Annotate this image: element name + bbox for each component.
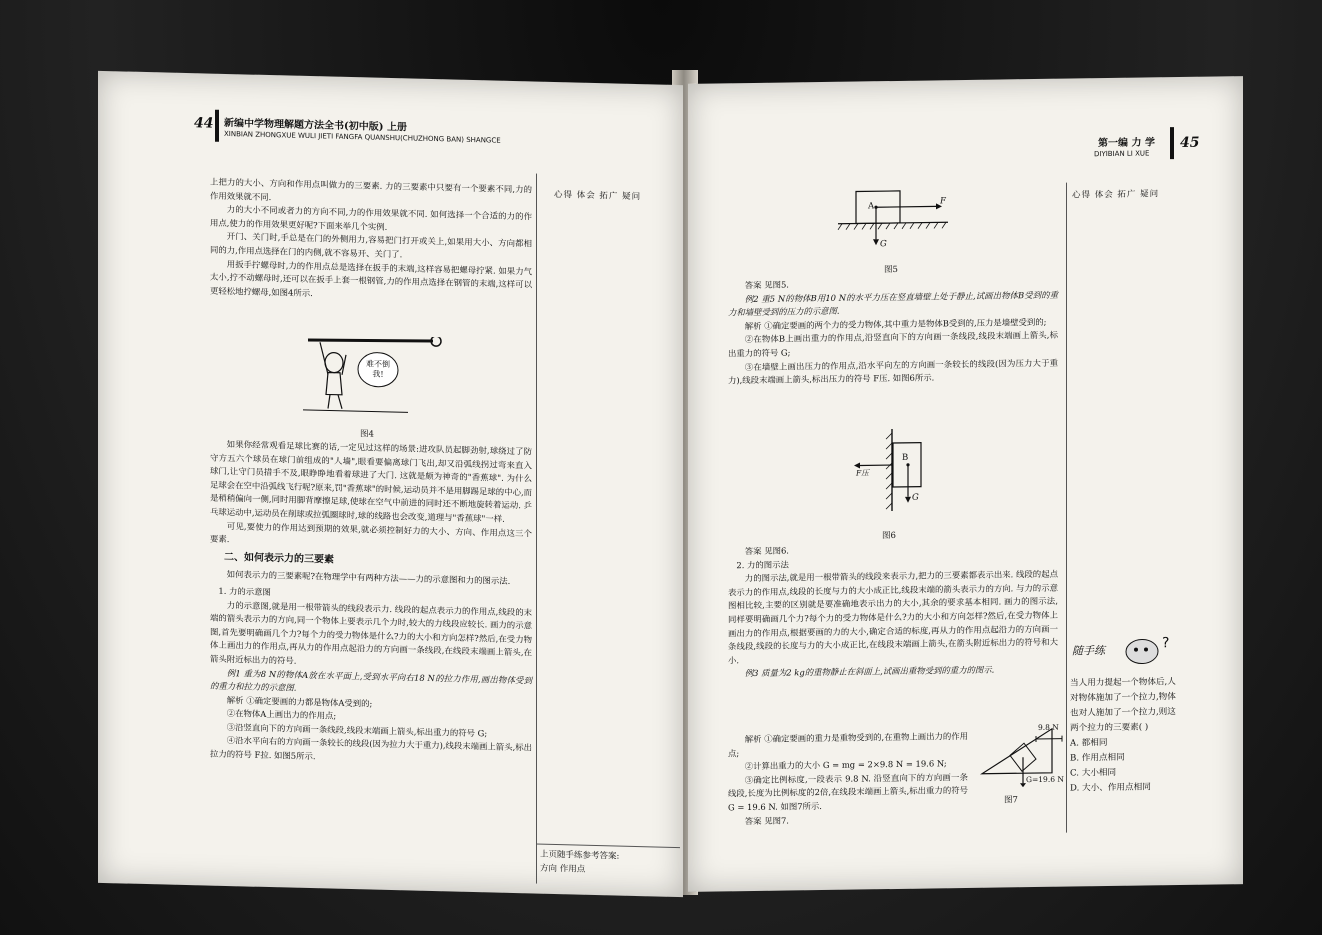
right-page <box>688 76 1243 892</box>
section-heading: 二、如何表示力的三要素 <box>224 551 334 566</box>
margin-label: 心得 体会 拓广 疑问 <box>1072 189 1160 201</box>
figure-5-label-a: A <box>868 201 875 212</box>
left-page <box>98 71 683 897</box>
analysis-line: 解析 ①确定要画的力都是物体A受到的; <box>226 694 373 709</box>
sub-heading: 2. 力的图示法 <box>736 559 789 570</box>
margin-divider <box>536 174 537 884</box>
answer-box-content: 方向 作用点 <box>540 863 586 875</box>
practice-option-c: C. 大小相同 <box>1070 767 1117 779</box>
body-text-1 <box>210 176 532 306</box>
example-2: 例2 重5 N的物体B用10 N的水平力压在竖直墙壁上处于静止,试画出物体B受到的重力和墙壁受到的压力的示意图. <box>728 289 1058 318</box>
answer-line: 答案 见图5. <box>744 279 789 291</box>
paragraph: 开门、关门时,手总是在门的外侧用力,容易把门打开或关上,如果用大小、方向都相同的力,作用点选择在门的内侧,就不容易开、关门了. <box>210 231 532 260</box>
body-text-2 <box>210 438 532 770</box>
analysis-line: ③确定比例标度,一段表示 9.8 N. 沿竖直向下的方向画一条线段,长度为比例标度的2倍,在线段末端画上箭头,标出重力的符号 G = 19.6 N. 如图7所示. <box>728 771 968 813</box>
svg-text:?: ? <box>1162 635 1170 652</box>
practice-question: 当人用力提起一个物体后,人对物体施加了一个拉力,物体也对人施加了一个拉力,则这两个拉力的三要素( ) <box>1070 677 1176 734</box>
answer-box <box>536 844 680 880</box>
analysis-line: ③在墙壁上画出压力的作用点,沿水平向左的方向画一条较长的线段(因为压力大于重力),线段末端画上箭头,标出压力的符号 F压. 如图6所示. <box>728 357 1058 386</box>
figure-7-caption: 图7 <box>1004 795 1018 806</box>
paragraph: 力的图示法,就是用一根带箭头的线段来表示力,把力的三要素都表示出来. 线段的起点表示力的作用点,线段的长度与力的大小成正比,线段末端的箭头表示力的方向. 与力的示意图相比较,主要的区别就是要准确地表示出力的大小,其余的要求基本相同. 画力的图示法,同样要明确画几个力?每个力的受力物体是什么?力的大小和方向怎样?然后,在受力物体上画出力的作用点,根据要画的力的大小,确定合适的标度,再从力的作用点起沿力的方向画一条线段,线段的长度与力的大小成正比,在线段末端画上箭头,在箭头附近标出力的符号和大小. <box>728 568 1058 666</box>
figure-6-label-b: B <box>902 452 909 463</box>
body-text-3 <box>728 275 1058 388</box>
analysis-line: ②计算出重力的大小 G = mg = 2×9.8 N = 19.6 N; <box>744 758 947 772</box>
figure-7-scale-label: 9.8 N <box>1038 722 1059 732</box>
figure-7-label-g: G=19.6 N <box>1026 774 1064 785</box>
body-text-5 <box>728 730 968 829</box>
answer-box-title: 上页随手练参考答案: <box>540 849 620 862</box>
practice-option-b: B. 作用点相同 <box>1070 752 1125 764</box>
analysis-line: ④沿水平向右的方向画一条较长的线段(因为拉力大于重力),线段末端画上箭头,标出拉力的符号 F拉. 如图5所示. <box>210 735 532 762</box>
answer-line: 答案 见图6. <box>744 545 789 557</box>
figure-4-caption: 图4 <box>360 429 374 440</box>
analysis-line: ②在物体A上画出力的作用点; <box>226 708 337 721</box>
paragraph: 上把力的大小、方向和作用点叫做力的三要素. 力的三要素中只要有一个要素不同,力的作用效果就不同. <box>210 176 532 202</box>
body-text-4 <box>728 541 1058 682</box>
practice-option-d: D. 大小、作用点相同 <box>1070 782 1151 794</box>
practice-cartoon-icon <box>1118 633 1176 670</box>
figure-6-caption: 图6 <box>882 530 896 542</box>
paragraph: 如何表示力的三要素呢?在物理学中有两种方法——力的示意图和力的图示法. <box>226 569 511 587</box>
figure-6-label-g: G <box>912 492 919 503</box>
speech-bubble-text: 难不倒我! <box>366 359 390 379</box>
practice-option-a: A. 都相同 <box>1070 738 1108 749</box>
figure-5-label-g: G <box>880 239 887 250</box>
paragraph: 如果你经常观看足球比赛的话,一定见过这样的场景:进攻队员起脚劲射,球绕过了防守方五六个球员在球门前组成的"人墙",眼看要偏离球门飞出,却又沿弧线拐过弯来直入球门,让守门员措手不及,眼睁睁地看着球进了大门. 这就是颇为神奇的"香蕉球". 为什么足球会在空中沿弧线飞行呢?原来,罚"香蕉球"的时候,运动员并不是用脚踢足球的中心,而是稍稍偏向一侧,同时用脚背摩擦足球,使球在空气中前进的同时还不断地旋转着运动. 乒乓球运动中,运动员在削球或拉弧圈球时,球的线路也会改变,道理与"香蕉球"一样. <box>210 438 532 524</box>
margin-divider <box>1066 183 1067 833</box>
header-title: 第一编 力 学 <box>1098 137 1155 150</box>
paragraph: 力的示意图,就是用一根带箭头的线段表示力. 线段的起点表示力的作用点,线段的末端的箭头表示力的方向,同一个物体上要表示几个力时,较大的力线段应较长. 画力的示意图,首先要明确画几个力?每个力的受力物体是什么?力的大小和方向怎样?然后,在受力物体上画出力的作用点,再从力的作用点起沿力的方向画一条线段,在线段末端画上箭头,在箭头附近标出力的符号. <box>210 599 532 666</box>
header-title: 新编中学物理解题方法全书(初中版) 上册 <box>224 117 407 134</box>
figure-5-caption: 图5 <box>884 264 898 276</box>
page-number: 45 <box>1180 134 1200 152</box>
figure-6-label-f: F压 <box>856 468 869 478</box>
paragraph: 用扳手拧螺母时,力的作用点总是选择在扳手的末端,这样容易把螺母拧紧. 如果力气太小,拧不动螺母时,还可以在扳手上套一根钢管,力的作用点选择在钢管的末端,这样可以更轻松地拧螺母,如图4所示. <box>210 258 532 298</box>
header-pinyin: XINBIAN ZHONGXUE WULI JIETI FANGFA QUANSHU(CHUZHONG BAN) SHANGCE <box>224 129 501 145</box>
paragraph: 可见,要使力的作用达到预期的效果,就必须控制好力的大小、方向、作用点这三个要素. <box>210 520 532 545</box>
page-number: 44 <box>194 115 214 132</box>
header-bar <box>215 110 219 142</box>
example-1: 例1 重为8 N的物体A放在水平面上,受到水平向右18 N的拉力作用,画出物体受到的重力和拉力的示意图. <box>210 667 532 693</box>
practice-panel <box>1070 675 1180 797</box>
figure-5-block-diagram <box>828 182 958 254</box>
analysis-line: 解析 ①确定要画的重力是重物受到的,在重物上画出力的作用点; <box>728 730 968 758</box>
analysis-line: ②在物体B上画出重力的作用点,沿竖直向下的方向画一条线段,线段末端画上箭头,标出重力的符号 G; <box>728 330 1058 359</box>
sub-heading: 1. 力的示意图 <box>218 585 271 598</box>
answer-line: 答案 见图7. <box>744 815 789 826</box>
header-pinyin: DIYIBIAN LI XUE <box>1094 149 1150 159</box>
practice-title: 随手练 <box>1072 644 1105 658</box>
margin-label: 心得 体会 拓广 疑问 <box>554 189 642 203</box>
practice-header <box>1068 633 1178 675</box>
header-bar <box>1170 127 1174 159</box>
paragraph: 力的大小不同或者力的方向不同,力的作用效果就不同. 如何选择一个合适的力的作用点,使力的作用效果更好呢?下面来举几个实例. <box>210 204 532 232</box>
analysis-line: 解析 ①确定要画的两个力的受力物体,其中重力是物体B受到的,压力是墙壁受到的; <box>744 316 1047 331</box>
example-3: 例3 质量为2 kg的重物静止在斜面上,试画出重物受到的重力的图示. <box>744 664 995 679</box>
analysis-line: ③沿竖直向下的方向画一条线段,线段末端画上箭头,标出重力的符号 G; <box>226 721 488 739</box>
figure-5-label-f: F <box>940 196 946 207</box>
